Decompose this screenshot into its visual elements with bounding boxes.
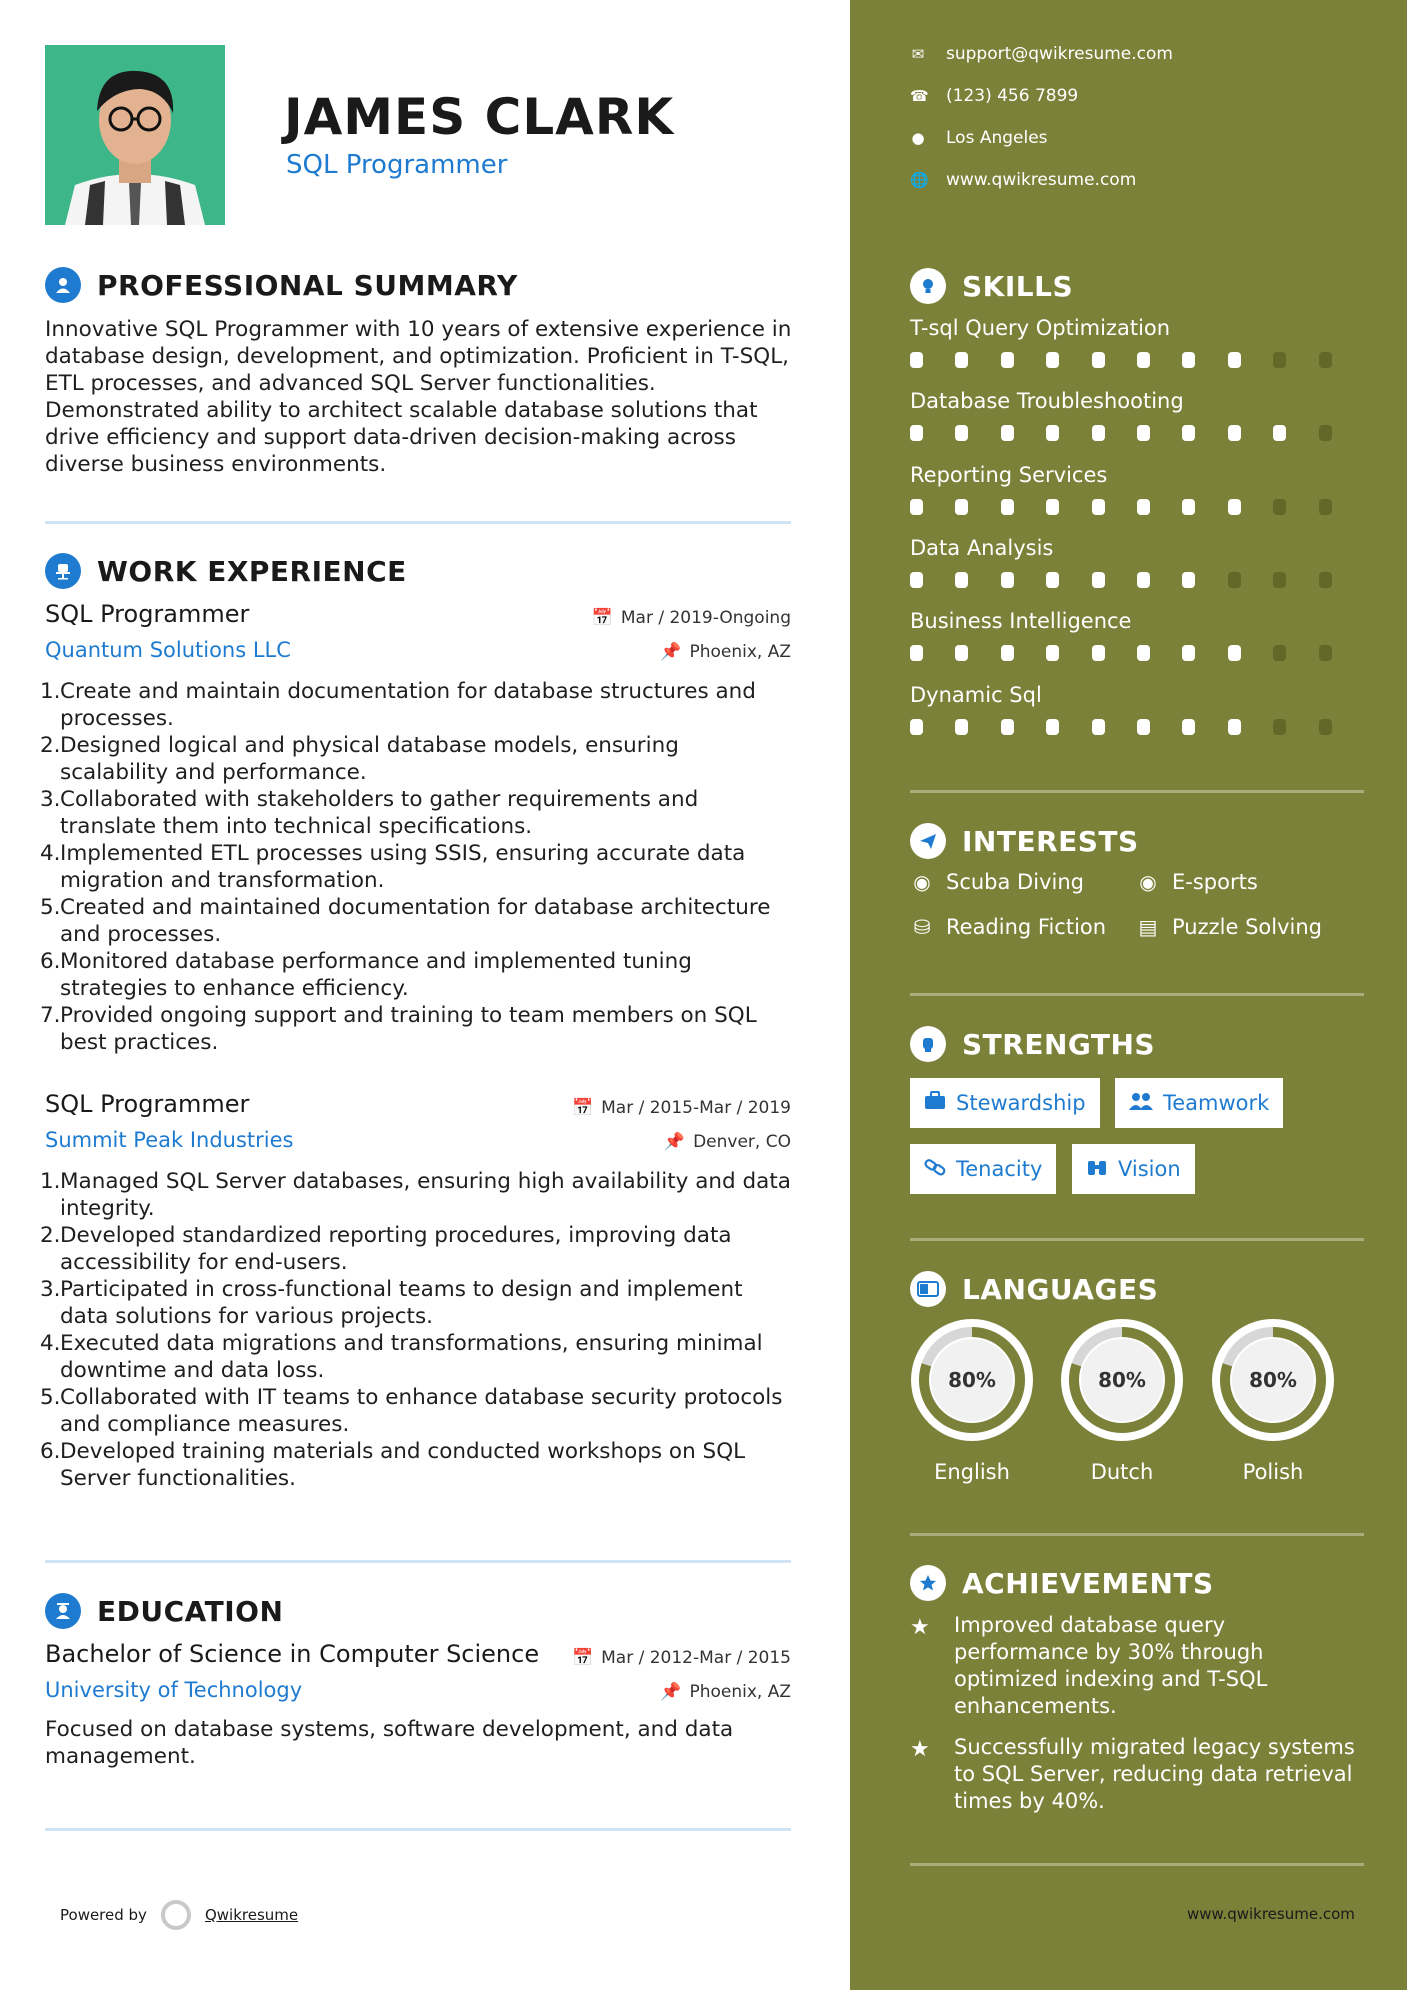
section-divider bbox=[910, 790, 1364, 793]
language-name: English bbox=[934, 1460, 1010, 1484]
strength-label: Tenacity bbox=[956, 1157, 1043, 1181]
rating-dot-filled bbox=[1137, 572, 1150, 588]
website-text: www.qwikresume.com bbox=[946, 170, 1137, 190]
rating-dot-empty bbox=[1273, 352, 1286, 368]
list-item: 5. Collaborated with IT teams to enhance database security protocols and compliance measures. bbox=[40, 1385, 783, 1437]
calendar-icon: 📅 bbox=[591, 608, 613, 628]
rating-dot-filled bbox=[1046, 645, 1059, 661]
education-description: Focused on database systems, software development, and data management. bbox=[45, 1717, 734, 1769]
rating-dot-filled bbox=[1137, 645, 1150, 661]
list-item: 2. Designed logical and physical database models, ensuring scalability and performance. bbox=[40, 733, 679, 785]
list-item: 3. Participated in cross-functional teams to design and implement data solutions for various projects. bbox=[40, 1277, 743, 1329]
rating-dot-filled bbox=[1046, 352, 1059, 368]
language-progress-ring bbox=[910, 1318, 1034, 1442]
globe-icon: 🌐 bbox=[910, 171, 929, 189]
strength-badge bbox=[1115, 1078, 1283, 1128]
rating-dot-filled bbox=[1228, 499, 1241, 515]
strength-badge bbox=[910, 1144, 1056, 1194]
rating-dot-filled bbox=[955, 572, 968, 588]
list-item: 1. Managed SQL Server databases, ensuring high availability and data integrity. bbox=[40, 1169, 791, 1221]
interest-item bbox=[1136, 915, 1322, 939]
rating-dot-filled bbox=[910, 719, 923, 735]
rating-dot-filled bbox=[910, 352, 923, 368]
footer-website[interactable]: www.qwikresume.com bbox=[1187, 1905, 1355, 1923]
rating-dot-filled bbox=[1001, 499, 1014, 515]
job-company: Quantum Solutions LLC bbox=[45, 638, 291, 662]
section-divider bbox=[910, 993, 1364, 996]
skill-rating bbox=[910, 645, 1364, 661]
rating-dot-filled bbox=[1001, 425, 1014, 441]
rating-dot-filled bbox=[1273, 425, 1286, 441]
candidate-name: JAMES CLARK bbox=[284, 88, 675, 146]
skill-item bbox=[910, 536, 1364, 588]
skill-item bbox=[910, 609, 1364, 661]
achievements-heading bbox=[910, 1565, 1214, 1601]
achievement-text: Improved database query performance by 30% through optimized indexing and T-SQL enhancements. bbox=[954, 1613, 1268, 1718]
rating-dot-filled bbox=[1001, 572, 1014, 588]
list-item: 4. Executed data migrations and transformations, ensuring minimal downtime and data loss. bbox=[40, 1331, 763, 1383]
education-heading bbox=[45, 1593, 283, 1629]
job-entry bbox=[40, 600, 791, 1056]
map-pin-icon: ● bbox=[911, 129, 925, 147]
job-title: SQL Programmer bbox=[45, 1090, 250, 1118]
language-name: Dutch bbox=[1090, 1460, 1154, 1484]
rating-dot-filled bbox=[1001, 719, 1014, 735]
language-item bbox=[1060, 1318, 1184, 1484]
rating-dot-empty bbox=[1319, 645, 1332, 661]
rating-dot-filled bbox=[1137, 425, 1150, 441]
language-progress-ring bbox=[1060, 1318, 1184, 1442]
star-badge-icon bbox=[910, 1565, 946, 1601]
calendar-icon: 📅 bbox=[571, 1098, 594, 1118]
school: University of Technology bbox=[45, 1678, 303, 1702]
language-percent: 80% bbox=[948, 1368, 996, 1392]
rating-dot-filled bbox=[1182, 425, 1195, 441]
powered-by-label: Powered by bbox=[60, 1906, 147, 1924]
briefcase-icon bbox=[924, 1091, 946, 1116]
rating-dot-filled bbox=[1137, 352, 1150, 368]
interest-item bbox=[1136, 870, 1258, 894]
rating-dot-filled bbox=[955, 645, 968, 661]
interest-label: Scuba Diving bbox=[946, 870, 1084, 894]
language-percent: 80% bbox=[1098, 1368, 1146, 1392]
rating-dot-filled bbox=[1182, 499, 1195, 515]
lifebuoy-icon: ◉ bbox=[1139, 870, 1157, 894]
summary-title: PROFESSIONAL SUMMARY bbox=[97, 268, 518, 302]
skill-rating bbox=[910, 352, 1364, 368]
rating-dot-filled bbox=[1046, 499, 1059, 515]
envelope-icon: ✉ bbox=[911, 45, 925, 63]
interests-heading bbox=[910, 823, 1139, 859]
rating-dot-filled bbox=[1092, 499, 1105, 515]
summary-text: Innovative SQL Programmer with 10 years of extensive experience in database design, development, and optimization. Proficient in T-SQL, ETL processes, and advanced SQL Server functionalities. Demonstrated ability to architect scalable database solutions that drive efficiency and support data-driven decision-making across diverse business environments. bbox=[45, 317, 792, 477]
rating-dot-filled bbox=[1046, 719, 1059, 735]
list-item: 4. Implemented ETL processes using SSIS, ensuring accurate data migration and transformation. bbox=[40, 841, 746, 893]
language-progress-ring bbox=[1211, 1318, 1335, 1442]
rating-dot-filled bbox=[955, 499, 968, 515]
rating-dot-filled bbox=[1228, 352, 1241, 368]
education-location-text: Phoenix, AZ bbox=[689, 1682, 791, 1702]
section-divider bbox=[45, 1560, 791, 1563]
strength-label: Vision bbox=[1118, 1157, 1181, 1181]
rating-dot-filled bbox=[1182, 352, 1195, 368]
job-location-text: Phoenix, AZ bbox=[689, 642, 791, 662]
interest-label: Puzzle Solving bbox=[1172, 915, 1322, 939]
rating-dot-filled bbox=[1001, 352, 1014, 368]
contact-phone[interactable] bbox=[910, 86, 1078, 106]
education-dates-text: Mar / 2012-Mar / 2015 bbox=[601, 1648, 791, 1668]
language-percent: 80% bbox=[1249, 1368, 1297, 1392]
rating-dot-empty bbox=[1228, 572, 1241, 588]
list-item: 3. Collaborated with stakeholders to gather requirements and translate them into technical specifications. bbox=[40, 787, 699, 839]
rating-dot-filled bbox=[1092, 572, 1105, 588]
star-icon: ★ bbox=[910, 1737, 930, 1762]
strength-label: Stewardship bbox=[956, 1091, 1086, 1115]
list-item: 1. Create and maintain documentation for database structures and processes. bbox=[40, 679, 756, 731]
skill-rating bbox=[910, 425, 1364, 441]
graduate-icon bbox=[45, 1593, 81, 1629]
rating-dot-filled bbox=[1046, 425, 1059, 441]
rating-dot-empty bbox=[1319, 352, 1332, 368]
pin-icon: 📌 bbox=[660, 1682, 682, 1702]
job-title: SQL Programmer bbox=[45, 600, 250, 628]
qwikresume-logo-icon bbox=[161, 1900, 191, 1930]
interest-item bbox=[910, 870, 1084, 894]
profile-photo bbox=[45, 45, 225, 225]
education-dates bbox=[572, 1648, 791, 1668]
lightbulb-icon bbox=[910, 268, 946, 304]
job-entry bbox=[40, 1090, 791, 1492]
rating-dot-filled bbox=[1228, 425, 1241, 441]
contact-email[interactable] bbox=[910, 44, 1173, 64]
contact-location bbox=[910, 128, 1048, 148]
strength-badge bbox=[1072, 1144, 1195, 1194]
rating-dot-filled bbox=[1137, 499, 1150, 515]
skill-name: Business Intelligence bbox=[910, 609, 1132, 633]
rating-dot-empty bbox=[1273, 572, 1286, 588]
rating-dot-filled bbox=[955, 719, 968, 735]
contact-website[interactable] bbox=[910, 170, 1136, 190]
summary-heading bbox=[45, 267, 518, 303]
job-location bbox=[660, 642, 791, 662]
education-entry bbox=[45, 1640, 791, 1770]
section-divider bbox=[910, 1863, 1364, 1866]
rating-dot-filled bbox=[910, 645, 923, 661]
degree: Bachelor of Science in Computer Science bbox=[45, 1640, 540, 1668]
phone-icon: ☎ bbox=[910, 87, 929, 105]
rating-dot-empty bbox=[1319, 499, 1332, 515]
education-title: EDUCATION bbox=[97, 1594, 284, 1628]
skill-name: Dynamic Sql bbox=[910, 683, 1042, 707]
rating-dot-filled bbox=[910, 425, 923, 441]
rating-dot-filled bbox=[1092, 719, 1105, 735]
strength-badge bbox=[910, 1078, 1100, 1128]
achievement-item bbox=[910, 1734, 1364, 1815]
strengths-title: STRENGTHS bbox=[962, 1027, 1156, 1061]
interests-title: INTERESTS bbox=[962, 824, 1139, 858]
skill-rating bbox=[910, 719, 1364, 735]
job-location-text: Denver, CO bbox=[693, 1132, 791, 1152]
fist-icon bbox=[910, 1026, 946, 1062]
job-company: Summit Peak Industries bbox=[45, 1128, 294, 1152]
skills-heading bbox=[910, 268, 1073, 304]
rating-dot-filled bbox=[1092, 425, 1105, 441]
rating-dot-filled bbox=[910, 499, 923, 515]
list-item: 7. Provided ongoing support and training to team members on SQL best practices. bbox=[40, 1003, 757, 1055]
rating-dot-filled bbox=[1228, 719, 1241, 735]
rating-dot-filled bbox=[1001, 645, 1014, 661]
brand-link[interactable]: Qwikresume bbox=[204, 1906, 299, 1924]
rating-dot-empty bbox=[1273, 719, 1286, 735]
language-item bbox=[1211, 1318, 1335, 1484]
rating-dot-filled bbox=[1092, 352, 1105, 368]
job-dates-text: Mar / 2015-Mar / 2019 bbox=[601, 1098, 791, 1118]
office-chair-icon bbox=[45, 553, 81, 589]
job-dates-text: Mar / 2019-Ongoing bbox=[620, 608, 791, 628]
language-name: Polish bbox=[1242, 1460, 1304, 1484]
rating-dot-empty bbox=[1273, 499, 1286, 515]
section-divider bbox=[45, 521, 791, 524]
rating-dot-empty bbox=[1273, 645, 1286, 661]
section-divider bbox=[45, 1828, 791, 1831]
languages-title: LANGUAGES bbox=[962, 1272, 1159, 1306]
rating-dot-empty bbox=[1319, 572, 1332, 588]
skill-name: Data Analysis bbox=[910, 536, 1054, 560]
skill-item bbox=[910, 316, 1364, 368]
skills-title: SKILLS bbox=[962, 269, 1074, 303]
skill-item bbox=[910, 463, 1364, 515]
section-divider bbox=[910, 1238, 1364, 1241]
list-item: 5. Created and maintained documentation for database architecture and processes. bbox=[40, 895, 771, 947]
rating-dot-filled bbox=[955, 352, 968, 368]
rating-dot-empty bbox=[1319, 719, 1332, 735]
rating-dot-filled bbox=[955, 425, 968, 441]
skill-name: Database Troubleshooting bbox=[910, 389, 1184, 413]
skill-name: Reporting Services bbox=[910, 463, 1108, 487]
users-icon bbox=[1129, 1091, 1153, 1116]
user-icon bbox=[45, 267, 81, 303]
paper-plane-icon bbox=[910, 823, 946, 859]
phone-text: (123) 456 7899 bbox=[946, 86, 1079, 106]
rating-dot-filled bbox=[1182, 645, 1195, 661]
location-text: Los Angeles bbox=[946, 128, 1048, 148]
gamepad-icon: ⛁ bbox=[913, 915, 931, 939]
skill-name: T-sql Query Optimization bbox=[910, 316, 1171, 340]
rating-dot-empty bbox=[1319, 425, 1332, 441]
binoculars-icon bbox=[1086, 1157, 1108, 1182]
pin-icon: 📌 bbox=[660, 642, 682, 662]
list-item: 6. Developed training materials and conducted workshops on SQL Server functionalities. bbox=[40, 1439, 746, 1491]
job-duties bbox=[40, 1168, 791, 1492]
lifebuoy-icon: ◉ bbox=[913, 870, 931, 894]
achievement-text: Successfully migrated legacy systems to SQL Server, reducing data retrieval times by 40%. bbox=[954, 1735, 1355, 1813]
strength-label: Teamwork bbox=[1163, 1091, 1270, 1115]
rating-dot-filled bbox=[1092, 645, 1105, 661]
languages-heading bbox=[910, 1271, 1158, 1307]
translate-icon bbox=[910, 1271, 946, 1307]
link-icon bbox=[924, 1157, 946, 1182]
rating-dot-filled bbox=[910, 572, 923, 588]
job-dates bbox=[592, 608, 791, 628]
book-icon: ▤ bbox=[1138, 915, 1158, 939]
rating-dot-filled bbox=[1228, 645, 1241, 661]
section-divider bbox=[910, 1533, 1364, 1536]
job-location bbox=[664, 1132, 791, 1152]
education-location bbox=[660, 1682, 791, 1702]
list-item: 6. Monitored database performance and implemented tuning strategies to enhance efficiency. bbox=[40, 949, 692, 1001]
experience-title: WORK EXPERIENCE bbox=[97, 554, 407, 588]
rating-dot-filled bbox=[1182, 719, 1195, 735]
language-item bbox=[910, 1318, 1034, 1484]
footer-powered-by bbox=[60, 1900, 298, 1930]
rating-dot-filled bbox=[1182, 572, 1195, 588]
skill-item bbox=[910, 389, 1364, 441]
skill-rating bbox=[910, 572, 1364, 588]
interest-item bbox=[910, 915, 1106, 939]
skill-rating bbox=[910, 499, 1364, 515]
calendar-icon: 📅 bbox=[571, 1648, 594, 1668]
achievements-title: ACHIEVEMENTS bbox=[962, 1566, 1214, 1600]
interest-label: E-sports bbox=[1172, 870, 1258, 894]
email-text: support@qwikresume.com bbox=[946, 44, 1173, 64]
experience-heading bbox=[45, 553, 407, 589]
rating-dot-filled bbox=[1137, 719, 1150, 735]
strengths-heading bbox=[910, 1026, 1155, 1062]
interest-label: Reading Fiction bbox=[946, 915, 1107, 939]
star-icon: ★ bbox=[910, 1615, 930, 1640]
pin-icon: 📌 bbox=[663, 1132, 686, 1152]
job-dates bbox=[572, 1098, 791, 1118]
candidate-role: SQL Programmer bbox=[286, 150, 508, 180]
rating-dot-filled bbox=[1046, 572, 1059, 588]
achievement-item bbox=[910, 1612, 1364, 1720]
list-item: 2. Developed standardized reporting procedures, improving data accessibility for end-users. bbox=[40, 1223, 732, 1275]
job-duties bbox=[40, 678, 791, 1056]
skill-item bbox=[910, 683, 1364, 735]
